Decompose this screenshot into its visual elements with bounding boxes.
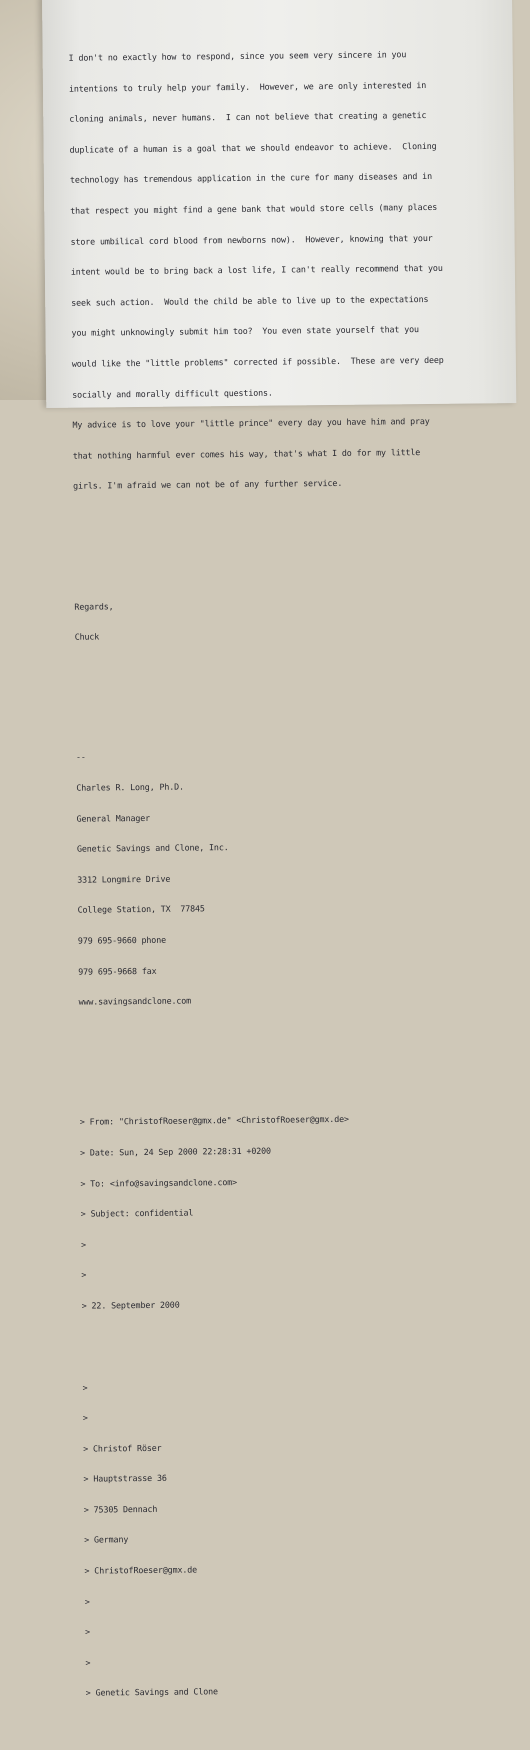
letter-closing [74,576,515,662]
quoted-line: > Hauptstrasse 36 [83,1473,167,1484]
signature-line: 3312 Longmire Drive [77,873,171,885]
signature-line: 979 695-9660 phone [77,934,167,946]
signature-line: College Station, TX 77845 [77,903,205,916]
body-line: that nothing harmful ever comes his way, that's what I do for my little [72,446,421,461]
spacer [75,688,515,701]
quoted-from: > From: "ChristofRoeser@gmx.de" <ChristofRoeser@gmx.de> [79,1114,349,1127]
quoted-line: > [84,1596,90,1607]
quoted-date: > Date: Sun, 24 Sep 2000 22:28:31 +0200 [80,1145,271,1158]
quoted-date-line: > 22. September 2000 [81,1299,180,1311]
quoted-line: > [85,1626,91,1637]
email-printout [68,0,526,1749]
quoted-line: > ChristofRoeser@gmx.de [84,1564,198,1576]
signature-line: General Manager [76,812,151,824]
quoted-line: > [81,1269,87,1280]
email-signature [76,727,519,1027]
body-line: seek such action. Would the child be able to live up to the expectations [71,293,429,308]
signature-url: www.savingsandclone.com [78,995,192,1007]
quoted-line: > Christof Röser [83,1442,162,1454]
signature-line: 979 695-9668 fax [78,965,157,977]
quoted-line: > [85,1657,91,1668]
quoted-sender-address [82,1357,526,1719]
signature-line: Genetic Savings and Clone, Inc. [76,842,229,854]
body-line: girls. I'm afraid we can not be of any further service. [73,478,343,492]
quoted-email-header [80,1092,522,1331]
closing-name: Chuck [74,631,100,642]
letter-body [68,28,513,512]
quoted-to: > To: <info@savingsandclone.com> [80,1176,238,1189]
body-line: I don't no exactly how to respond, since you seem very sincere in you [68,49,407,63]
body-line: you might unknowingly submit him too? You even state yourself that you [71,324,419,339]
printed-email-sheet [42,0,516,1699]
quoted-line: > [81,1239,87,1250]
spacer [79,1053,519,1066]
body-line: intent would be to bring back a lost life, I can't really recommend that you [70,262,443,277]
body-line: that respect you might find a gene bank that would store cells (many places [70,201,438,216]
body-line: technology has tremendous application in the cure for many diseases and in [69,171,432,186]
body-line: socially and morally difficult questions. [72,387,273,400]
body-line: duplicate of a human is a goal that we should endeavor to achieve. Cloning [69,140,437,155]
quoted-line: > [82,1412,88,1423]
body-line: intentions to truly help your family. However, we are only interested in [68,79,427,94]
quoted-line: > Germany [84,1534,129,1546]
spacer [74,538,514,551]
body-line: My advice is to love your "little prince" every day you have him and pray [72,416,430,430]
quoted-subject: > Subject: confidential [80,1207,194,1219]
body-line: cloning animals, never humans. I can not believe that creating a genetic [69,110,427,124]
closing-text: Regards, [74,600,114,612]
quoted-line: > [82,1382,88,1393]
body-line: would like the "little problems" corrected if possible. These are very deep [71,354,444,369]
signature-separator: -- [75,751,86,763]
signature-line: Charles R. Long, Ph.D. [76,781,184,793]
quoted-line: > Genetic Savings and Clone [85,1686,218,1699]
quoted-line: > 75305 Dennach [83,1503,158,1515]
body-line: store umbilical cord blood from newborns now). However, knowing that your [70,232,433,247]
